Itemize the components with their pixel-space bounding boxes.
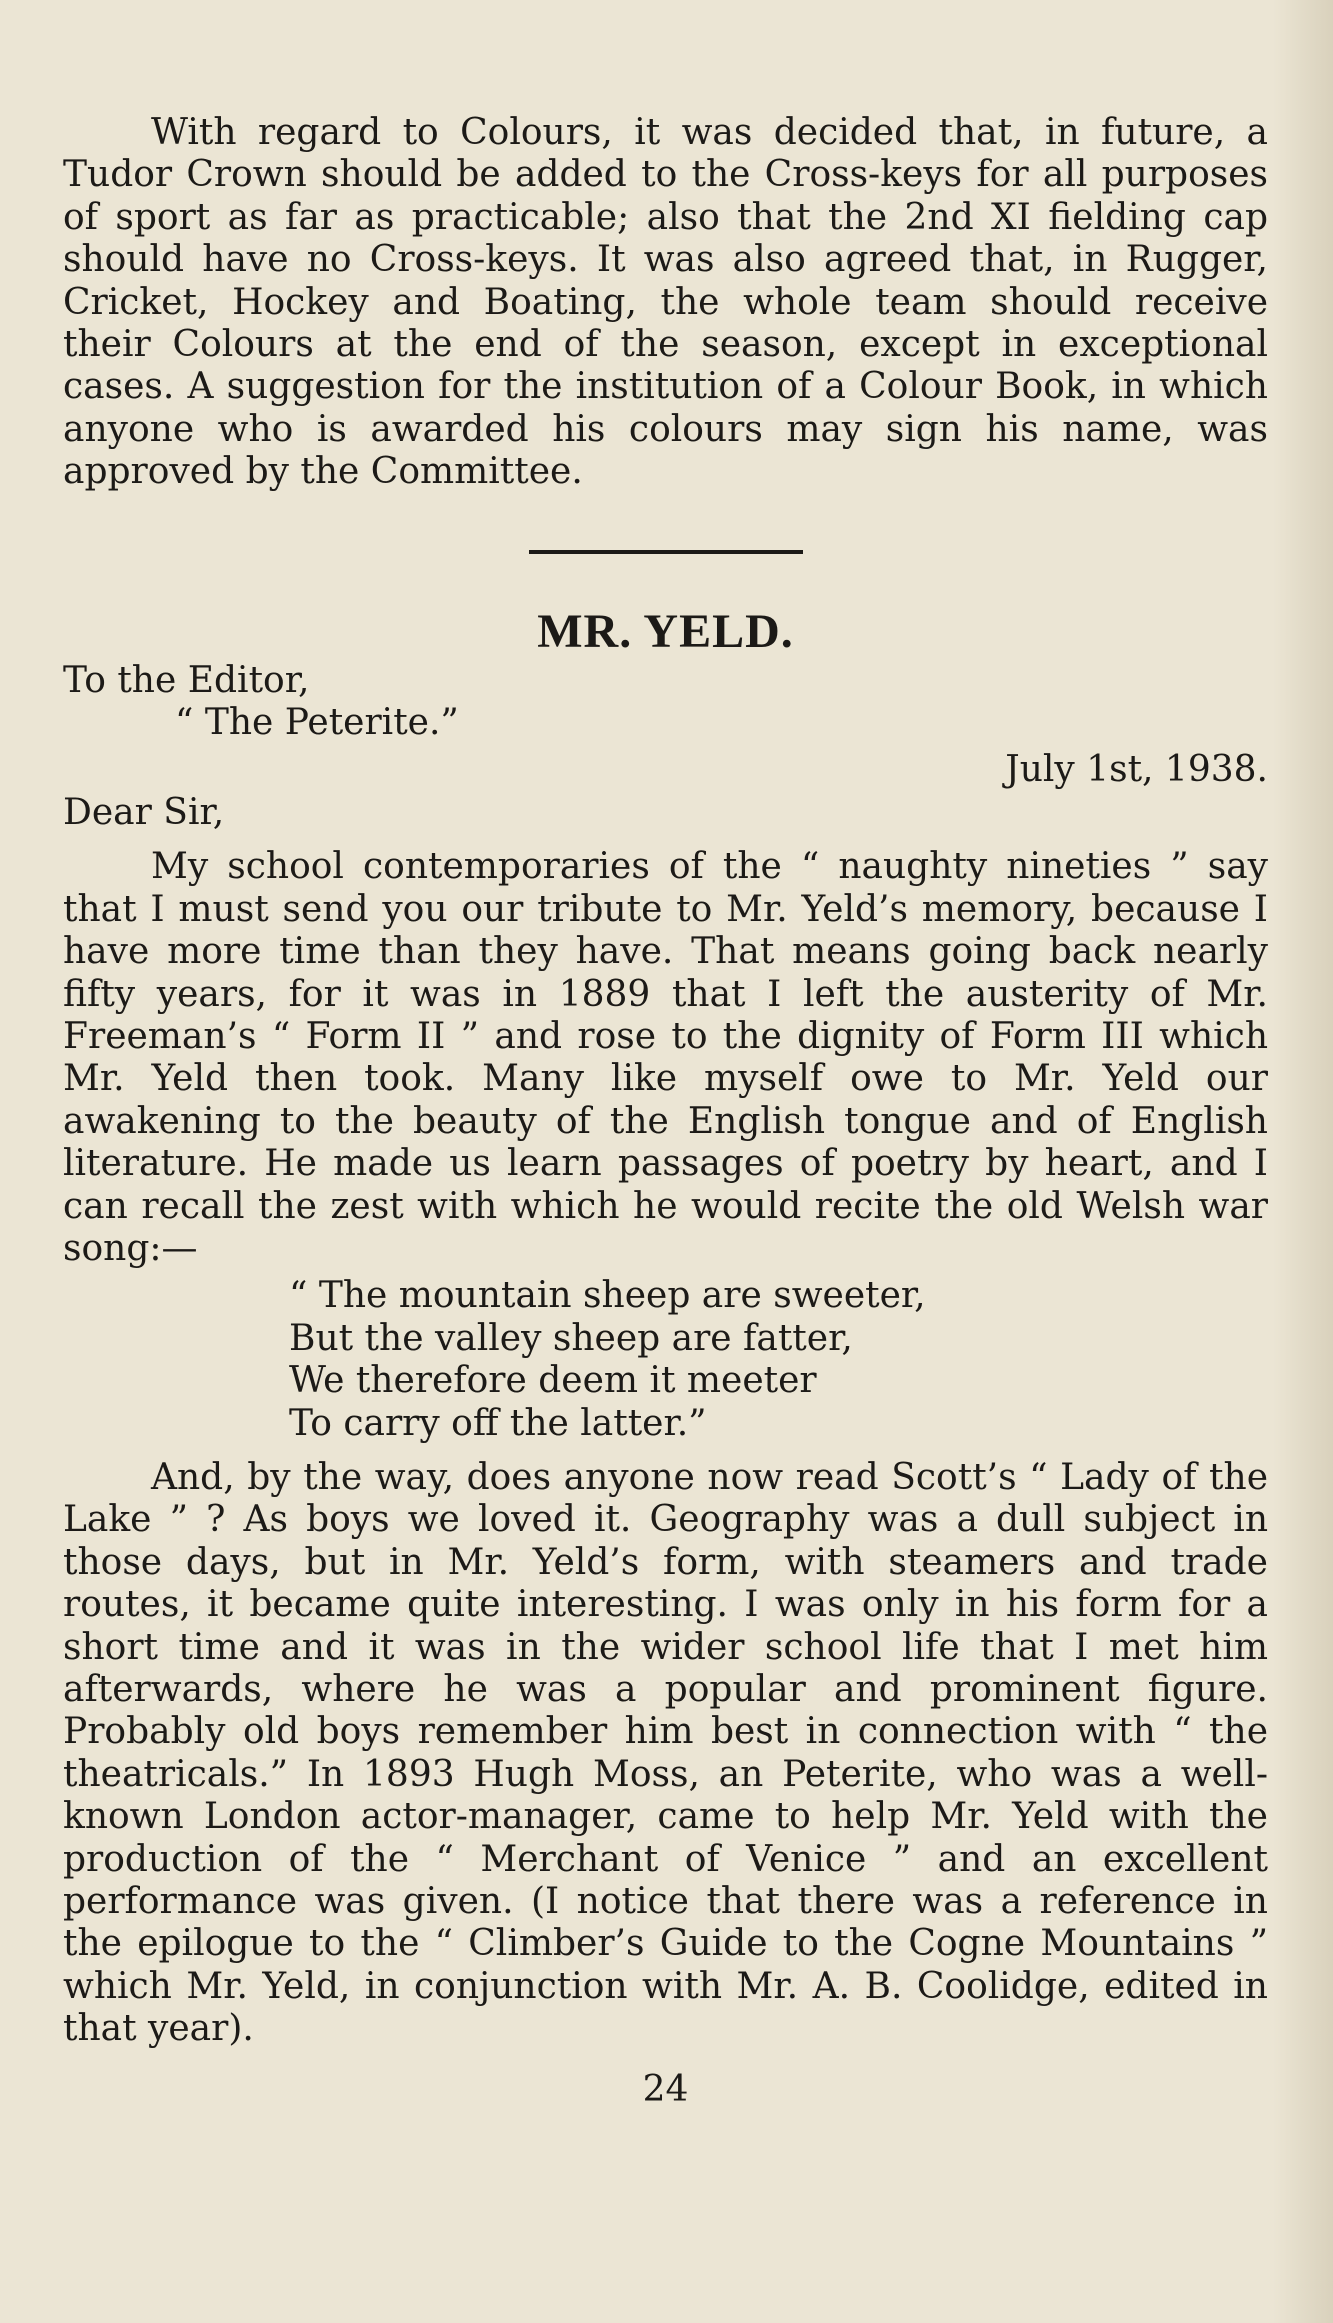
- letter-publication: “ The Peterite.”: [175, 702, 459, 744]
- page-content: [63, 112, 1268, 2111]
- verse-line: We therefore deem it meeter: [289, 1360, 817, 1402]
- letter-paragraph-2: And, by the way, does anyone now read Scott’s “ Lady of the Lake ” ? As boys we loved it. Geography was a dull subject in those days, but in Mr. Yeld’s form, with steamers and trade routes, it became quite interesting. I was only in his form for a short time and it was in the wider school life that I met him afterwards, where he was a popular and prominent figure. Probably old boys remember him best in connection with “ the theatricals.” In 1893 Hugh Moss, an Peterite, who was a well-known London actor-manager, came to help Mr. Yeld with the production of the “ Merchant of Venice ” and an excellent performance was given. (I notice that there was a reference in the epilogue to the “ Climber’s Guide to the Cogne Mountains ” which Mr. Yeld, in conjunction with Mr. A. B. Coolidge, edited in that year).: [63, 1456, 1268, 2050]
- letter-salutation: Dear Sir,: [63, 791, 225, 833]
- colours-paragraph: With regard to Colours, it was decided that, in future, a Tudor Crown should be added to the Cross-keys for all purposes of sport as far as practicable; also that the 2nd XI fielding cap should have no Cross-keys. It was also agreed that, in Rugger, Cricket, Hockey and Boating, the whole team should receive their Colours at the end of the season, except in exceptional cases. A suggestion for the institution of a Colour Book, in which anyone who is awarded his colours may sign his name, was approved by the Committee.: [63, 112, 1268, 493]
- letter-date: July 1st, 1938.: [1005, 749, 1268, 791]
- verse-line: “ The mountain sheep are sweeter,: [289, 1275, 926, 1317]
- verse-block: [63, 1275, 1268, 1445]
- letter-addressee: To the Editor,: [63, 659, 310, 701]
- verse-line: But the valley sheep are fatter,: [289, 1317, 853, 1359]
- page-number: 24: [642, 2068, 689, 2110]
- article-heading: MR. YELD.: [537, 604, 794, 658]
- section-divider: [529, 550, 803, 554]
- verse-line: To carry off the latter.”: [289, 1402, 707, 1444]
- letter-paragraph-1: My school contemporaries of the “ naughty nineties ” say that I must send you our tribute to Mr. Yeld’s memory, because I have more time than they have. That means going back nearly fifty years, for it was in 1889 that I left the austerity of Mr. Freeman’s “ Form II ” and rose to the dignity of Form III which Mr. Yeld then took. Many like myself owe to Mr. Yeld our awakening to the beauty of the English tongue and of English literature. He made us learn passages of poetry by heart, and I can recall the zest with which he would recite the old Welsh war song:—: [63, 846, 1268, 1269]
